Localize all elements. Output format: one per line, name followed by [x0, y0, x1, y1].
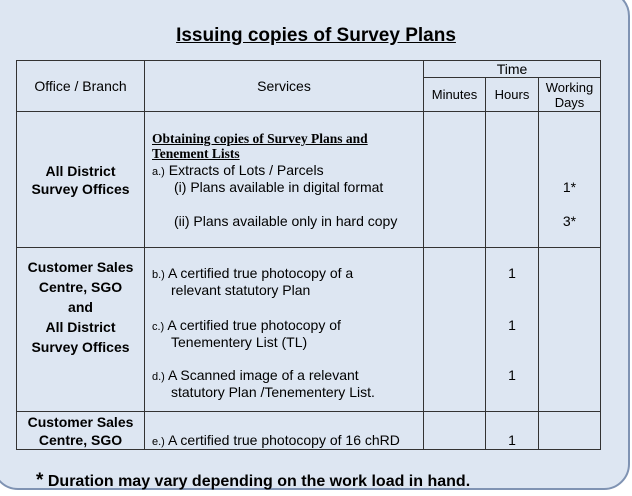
- service-item: A certified true photocopy of a: [167, 265, 354, 281]
- item-marker: b.): [152, 269, 165, 281]
- page-title: Issuing copies of Survey Plans: [176, 25, 456, 46]
- header-services: Services: [145, 61, 424, 112]
- header-time: Time: [424, 61, 601, 78]
- services-cell: [145, 112, 424, 248]
- footnote: [36, 470, 470, 492]
- hours-cell: [486, 112, 539, 248]
- services-cell: [145, 248, 424, 412]
- service-subitem: (ii) Plans available only in hard copy: [174, 213, 398, 229]
- service-subitem: (i) Plans available in digital format: [174, 179, 384, 195]
- hours-value: 1: [508, 367, 516, 383]
- service-item-cont: Tenementery List (TL): [171, 334, 308, 350]
- hours-cell: [486, 248, 539, 412]
- service-item: A Scanned image of a relevant: [167, 367, 359, 383]
- header-days: Days: [554, 94, 585, 110]
- services-table: [16, 60, 601, 450]
- office-cell: [17, 112, 145, 248]
- header-row-time: [17, 61, 601, 78]
- service-item: A certified true photocopy of: [167, 317, 341, 333]
- days-value: 3*: [562, 213, 577, 229]
- office-cell: [17, 248, 145, 412]
- header-working: Working: [545, 79, 594, 95]
- office-line: Survey Offices: [31, 339, 130, 355]
- hours-value: 1: [508, 317, 516, 333]
- minutes-cell: [424, 112, 486, 248]
- header-office: Office / Branch: [17, 61, 145, 112]
- service-heading: Tenement Lists: [152, 146, 240, 161]
- office-line: Centre, SGO: [38, 279, 123, 295]
- service-item: Extracts of Lots / Parcels: [168, 162, 324, 178]
- header-hours: Hours: [486, 78, 539, 112]
- services-cell: [145, 412, 424, 450]
- days-cell: [539, 112, 601, 248]
- item-marker: a.): [152, 166, 165, 178]
- hours-value: 1: [508, 432, 516, 448]
- service-item: A certified true photocopy of 16 chRD: [167, 432, 400, 448]
- service-heading: Obtaining copies of Survey Plans and: [152, 131, 368, 146]
- office-line: Customer Sales: [27, 413, 134, 430]
- minutes-cell: [424, 248, 486, 412]
- service-item-cont: statutory Plan /Tenementery List.: [171, 384, 375, 400]
- item-marker: e.): [152, 436, 165, 448]
- hours-value: 1: [508, 265, 516, 281]
- office-line: and: [68, 299, 93, 315]
- hours-cell: [486, 412, 539, 450]
- item-marker: d.): [152, 371, 165, 383]
- office-line: Customer Sales: [27, 259, 134, 275]
- item-marker: c.): [152, 321, 165, 333]
- days-cell: [539, 248, 601, 412]
- days-value: 1*: [562, 179, 577, 195]
- days-cell: [539, 412, 601, 450]
- header-minutes: Minutes: [424, 78, 486, 112]
- office-line: Centre, SGO: [38, 431, 123, 448]
- table-row: [17, 248, 601, 412]
- office-line: All District: [45, 162, 116, 179]
- footnote-text: Duration may vary depending on the work load in hand.: [47, 473, 471, 490]
- table-row: [17, 112, 601, 248]
- footnote-asterisk: *: [36, 470, 44, 491]
- table-row: [17, 412, 601, 450]
- office-line: All District: [45, 319, 116, 335]
- header-working-days: [539, 78, 601, 112]
- service-item-cont: relevant statutory Plan: [171, 282, 311, 298]
- minutes-cell: [424, 412, 486, 450]
- office-line: Survey Offices: [31, 180, 130, 197]
- office-cell: [17, 412, 145, 450]
